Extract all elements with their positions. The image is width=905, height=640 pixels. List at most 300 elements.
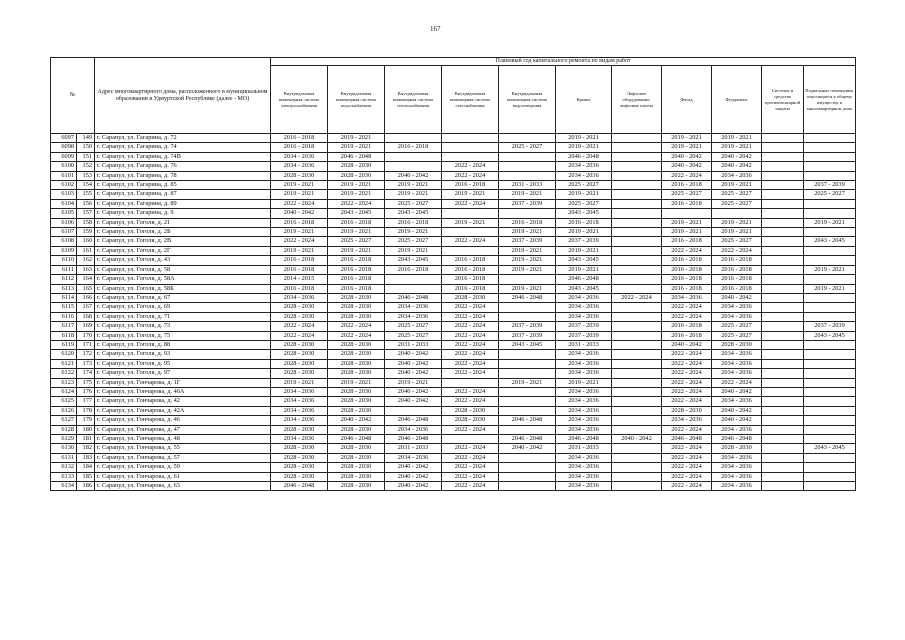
row-address: г. Сарапул, ул. Гоголя, д. 58Б: [95, 284, 271, 293]
row-plan-year: 2037 - 2039: [499, 199, 556, 208]
row-plan-year: 2016 - 2018: [662, 199, 712, 208]
row-plan-year: 2043 - 2045: [328, 209, 385, 218]
row-plan-year: 2037 - 2039: [499, 331, 556, 340]
row-plan-year: [762, 453, 804, 462]
row-plan-year: 2016 - 2018: [662, 284, 712, 293]
row-address: г. Сарапул, ул. Гоголя, д. 71: [95, 312, 271, 321]
row-plan-year: 2025 - 2027: [662, 190, 712, 199]
row-global-number: 6116: [51, 312, 77, 321]
row-plan-year: 2022 - 2024: [442, 350, 499, 359]
row-plan-year: 2028 - 2030: [328, 303, 385, 312]
row-plan-year: [804, 406, 856, 415]
row-address: г. Сарапул, ул. Гагарина, д. 72: [95, 134, 271, 143]
row-plan-year: 2025 - 2027: [328, 237, 385, 246]
row-local-number: 181: [77, 435, 95, 444]
row-local-number: 170: [77, 331, 95, 340]
row-plan-year: 2028 - 2030: [328, 293, 385, 302]
row-plan-year: 2019 - 2021: [328, 134, 385, 143]
row-plan-year: [612, 181, 662, 190]
table-row: [51, 416, 856, 425]
row-plan-year: 2028 - 2030: [271, 369, 328, 378]
row-plan-year: 2019 - 2021: [442, 190, 499, 199]
row-plan-year: 2034 - 2036: [556, 350, 612, 359]
row-plan-year: [804, 312, 856, 321]
row-plan-year: 2022 - 2024: [442, 303, 499, 312]
row-plan-year: 2043 - 2045: [556, 256, 612, 265]
row-local-number: 169: [77, 322, 95, 331]
table-row: [51, 322, 856, 331]
row-plan-year: 2019 - 2021: [556, 378, 612, 387]
row-plan-year: 2028 - 2030: [328, 162, 385, 171]
row-plan-year: 2040 - 2042: [712, 387, 762, 396]
row-address: г. Сарапул, ул. Гончарова, д. 1Г: [95, 378, 271, 387]
row-plan-year: [762, 444, 804, 453]
row-plan-year: 2034 - 2036: [556, 369, 612, 378]
row-plan-year: 2022 - 2024: [442, 171, 499, 180]
table-row: [51, 246, 856, 255]
row-plan-year: [804, 246, 856, 255]
row-local-number: 149: [77, 134, 95, 143]
row-address: г. Сарапул, ул. Гончарова, д. 46: [95, 416, 271, 425]
table-row: [51, 463, 856, 472]
row-plan-year: 2028 - 2030: [442, 416, 499, 425]
row-plan-year: 2028 - 2030: [712, 340, 762, 349]
row-address: г. Сарапул, ул. Гончарова, д. 57: [95, 453, 271, 462]
table-row: [51, 331, 856, 340]
row-address: г. Сарапул, ул. Гончарова, д. 48: [95, 435, 271, 444]
row-plan-year: [385, 134, 442, 143]
row-address: г. Сарапул, ул. Гагарина, д. 74: [95, 143, 271, 152]
row-plan-year: [499, 312, 556, 321]
row-plan-year: 2019 - 2021: [556, 265, 612, 274]
row-plan-year: 2022 - 2024: [662, 463, 712, 472]
row-address: г. Сарапул, ул. Гагарина, д. 89: [95, 199, 271, 208]
row-local-number: 152: [77, 162, 95, 171]
row-plan-year: 2019 - 2021: [385, 190, 442, 199]
row-plan-year: 2019 - 2021: [556, 134, 612, 143]
row-plan-year: [499, 134, 556, 143]
row-address: г. Сарапул, ул. Гончарова, д. 40А: [95, 387, 271, 396]
row-plan-year: 2022 - 2024: [271, 199, 328, 208]
row-plan-year: 2046 - 2048: [499, 435, 556, 444]
row-plan-year: 2034 - 2036: [556, 293, 612, 302]
row-plan-year: 2025 - 2027: [712, 322, 762, 331]
row-local-number: 155: [77, 190, 95, 199]
row-plan-year: 2022 - 2024: [662, 171, 712, 180]
row-global-number: 6126: [51, 406, 77, 415]
row-plan-year: 2022 - 2024: [712, 378, 762, 387]
table-row: [51, 397, 856, 406]
row-plan-year: [612, 416, 662, 425]
row-plan-year: [385, 406, 442, 415]
table-row: [51, 143, 856, 152]
row-plan-year: 2031 - 2033: [385, 444, 442, 453]
row-plan-year: 2028 - 2030: [328, 425, 385, 434]
row-plan-year: [804, 387, 856, 396]
row-global-number: 6108: [51, 237, 77, 246]
row-plan-year: [385, 284, 442, 293]
row-global-number: 6120: [51, 350, 77, 359]
row-plan-year: 2022 - 2024: [662, 359, 712, 368]
row-local-number: 171: [77, 340, 95, 349]
table-row: [51, 256, 856, 265]
row-global-number: 6125: [51, 397, 77, 406]
row-plan-year: [499, 482, 556, 491]
table-row: [51, 340, 856, 349]
row-plan-year: 2016 - 2018: [662, 265, 712, 274]
row-plan-year: [612, 482, 662, 491]
row-plan-year: 2034 - 2036: [385, 303, 442, 312]
row-plan-year: 2040 - 2042: [385, 350, 442, 359]
row-plan-year: 2019 - 2021: [712, 218, 762, 227]
row-plan-year: 2019 - 2021: [712, 181, 762, 190]
header-work-type: Внутридомовая инженерная система газоснабжения: [442, 66, 499, 134]
row-plan-year: 2040 - 2042: [385, 472, 442, 481]
row-plan-year: 2034 - 2036: [271, 397, 328, 406]
row-plan-year: 2019 - 2021: [385, 228, 442, 237]
row-plan-year: 2046 - 2048: [499, 293, 556, 302]
row-global-number: 6113: [51, 284, 77, 293]
row-plan-year: 2019 - 2021: [499, 284, 556, 293]
row-plan-year: 2022 - 2024: [442, 237, 499, 246]
row-plan-year: 2022 - 2024: [442, 397, 499, 406]
row-plan-year: [762, 209, 804, 218]
row-plan-year: 2022 - 2024: [662, 369, 712, 378]
row-plan-year: 2019 - 2021: [271, 228, 328, 237]
row-local-number: 184: [77, 463, 95, 472]
row-address: г. Сарапул, ул. Гагарина, д. 87: [95, 190, 271, 199]
row-plan-year: 2034 - 2036: [556, 397, 612, 406]
row-plan-year: [804, 340, 856, 349]
row-plan-year: 2034 - 2036: [271, 293, 328, 302]
row-plan-year: [499, 463, 556, 472]
row-plan-year: [804, 199, 856, 208]
row-plan-year: 2046 - 2048: [385, 435, 442, 444]
header-work-type: Крыша: [556, 66, 612, 134]
header-address: Адрес многоквартирного дома, расположенного в муниципальном образовании в Удмуртской Республике (далее - МО): [95, 58, 271, 134]
row-local-number: 185: [77, 472, 95, 481]
row-plan-year: [612, 387, 662, 396]
row-global-number: 6104: [51, 199, 77, 208]
row-plan-year: [762, 256, 804, 265]
row-plan-year: 2022 - 2024: [442, 444, 499, 453]
row-plan-year: [612, 246, 662, 255]
row-plan-year: 2022 - 2024: [662, 350, 712, 359]
header-work-type: Лифтовое оборудование, лифтовые шахты: [612, 66, 662, 134]
table-row: [51, 171, 856, 180]
row-global-number: 6102: [51, 181, 77, 190]
row-global-number: 6106: [51, 218, 77, 227]
row-plan-year: 2034 - 2036: [556, 303, 612, 312]
row-plan-year: 2019 - 2021: [712, 134, 762, 143]
table-row: [51, 293, 856, 302]
row-plan-year: 2022 - 2024: [662, 472, 712, 481]
row-plan-year: 2019 - 2021: [328, 228, 385, 237]
row-plan-year: 2016 - 2018: [328, 256, 385, 265]
row-plan-year: 2016 - 2018: [328, 284, 385, 293]
row-plan-year: 2019 - 2021: [328, 190, 385, 199]
row-plan-year: 2028 - 2030: [271, 340, 328, 349]
table-row: [51, 265, 856, 274]
row-global-number: 6101: [51, 171, 77, 180]
row-plan-year: 2022 - 2024: [442, 162, 499, 171]
row-plan-year: [612, 463, 662, 472]
table-row: [51, 134, 856, 143]
row-plan-year: 2016 - 2018: [271, 143, 328, 152]
row-plan-year: 2028 - 2030: [442, 293, 499, 302]
table-row: [51, 228, 856, 237]
row-plan-year: 2046 - 2048: [712, 435, 762, 444]
row-plan-year: 2022 - 2024: [662, 482, 712, 491]
row-plan-year: [804, 228, 856, 237]
row-plan-year: 2040 - 2042: [662, 162, 712, 171]
row-plan-year: 2028 - 2030: [271, 350, 328, 359]
row-plan-year: 2019 - 2021: [662, 143, 712, 152]
row-plan-year: 2016 - 2018: [712, 265, 762, 274]
row-plan-year: [804, 134, 856, 143]
row-plan-year: 2034 - 2036: [556, 387, 612, 396]
row-plan-year: 2022 - 2024: [612, 293, 662, 302]
row-plan-year: 2046 - 2048: [556, 275, 612, 284]
row-plan-year: [762, 143, 804, 152]
row-plan-year: 2022 - 2024: [442, 359, 499, 368]
row-local-number: 162: [77, 256, 95, 265]
row-address: г. Сарапул, ул. Гоголя, д. 73: [95, 322, 271, 331]
row-plan-year: 2046 - 2048: [556, 435, 612, 444]
row-plan-year: [762, 331, 804, 340]
row-plan-year: 2019 - 2021: [662, 218, 712, 227]
row-plan-year: [762, 359, 804, 368]
row-plan-year: 2016 - 2018: [271, 134, 328, 143]
row-plan-year: [762, 181, 804, 190]
page-number: 167: [430, 25, 441, 33]
row-plan-year: [612, 256, 662, 265]
row-plan-year: 2028 - 2030: [328, 387, 385, 396]
table-row: [51, 312, 856, 321]
header-work-type: Подвальные помещения, относящиеся к общему имуществу в многоквартирном доме: [804, 66, 856, 134]
header-plan-title: Плановый год капитального ремонта по видам работ: [271, 58, 856, 66]
row-plan-year: 2022 - 2024: [442, 463, 499, 472]
row-local-number: 172: [77, 350, 95, 359]
row-plan-year: 2034 - 2036: [271, 162, 328, 171]
row-plan-year: 2028 - 2030: [328, 340, 385, 349]
table-row: [51, 406, 856, 415]
row-address: г. Сарапул, ул. Гоголя, д. 58А: [95, 275, 271, 284]
row-plan-year: 2046 - 2048: [662, 435, 712, 444]
row-plan-year: 2028 - 2030: [328, 472, 385, 481]
row-plan-year: 2034 - 2036: [712, 472, 762, 481]
row-plan-year: 2019 - 2021: [442, 218, 499, 227]
row-global-number: 6122: [51, 369, 77, 378]
row-plan-year: [612, 209, 662, 218]
row-plan-year: [762, 134, 804, 143]
table-row: [51, 218, 856, 227]
row-plan-year: [662, 209, 712, 218]
row-global-number: 6121: [51, 359, 77, 368]
row-local-number: 158: [77, 218, 95, 227]
row-plan-year: 2043 - 2045: [499, 340, 556, 349]
row-plan-year: 2046 - 2048: [328, 152, 385, 161]
row-plan-year: [612, 350, 662, 359]
row-plan-year: 2019 - 2021: [271, 378, 328, 387]
row-plan-year: 2022 - 2024: [442, 199, 499, 208]
row-plan-year: 2037 - 2039: [556, 322, 612, 331]
row-plan-year: 2040 - 2042: [385, 463, 442, 472]
row-plan-year: 2028 - 2030: [328, 359, 385, 368]
row-plan-year: 2034 - 2036: [662, 293, 712, 302]
row-plan-year: [762, 275, 804, 284]
table-row: [51, 162, 856, 171]
row-plan-year: 2028 - 2030: [662, 406, 712, 415]
row-plan-year: 2019 - 2021: [556, 228, 612, 237]
row-plan-year: 2025 - 2027: [712, 237, 762, 246]
row-plan-year: 2016 - 2018: [442, 181, 499, 190]
row-plan-year: [385, 152, 442, 161]
row-plan-year: 2022 - 2024: [442, 472, 499, 481]
row-address: г. Сарапул, ул. Гагарина, д. 85: [95, 181, 271, 190]
row-plan-year: 2043 - 2045: [556, 209, 612, 218]
row-plan-year: 2034 - 2036: [712, 171, 762, 180]
row-global-number: 6107: [51, 228, 77, 237]
row-plan-year: [762, 246, 804, 255]
row-plan-year: 2019 - 2021: [328, 181, 385, 190]
row-plan-year: 2019 - 2021: [499, 228, 556, 237]
row-plan-year: [762, 340, 804, 349]
row-plan-year: 2040 - 2042: [712, 162, 762, 171]
row-plan-year: 2037 - 2039: [499, 322, 556, 331]
row-plan-year: [612, 199, 662, 208]
row-plan-year: 2022 - 2024: [328, 331, 385, 340]
row-plan-year: 2028 - 2030: [271, 425, 328, 434]
row-global-number: 6105: [51, 209, 77, 218]
row-global-number: 6133: [51, 472, 77, 481]
row-plan-year: 2019 - 2021: [662, 228, 712, 237]
row-local-number: 175: [77, 378, 95, 387]
row-local-number: 154: [77, 181, 95, 190]
row-plan-year: [762, 322, 804, 331]
table-row: [51, 472, 856, 481]
row-plan-year: 2043 - 2045: [385, 209, 442, 218]
row-plan-year: 2034 - 2036: [662, 416, 712, 425]
table-row: [51, 275, 856, 284]
row-plan-year: 2022 - 2024: [662, 453, 712, 462]
row-plan-year: 2022 - 2024: [442, 453, 499, 462]
row-plan-year: [804, 397, 856, 406]
row-plan-year: 2034 - 2036: [385, 453, 442, 462]
row-plan-year: 2019 - 2021: [712, 228, 762, 237]
row-plan-year: 2028 - 2030: [328, 171, 385, 180]
table-row: [51, 359, 856, 368]
row-plan-year: [762, 284, 804, 293]
row-plan-year: 2028 - 2030: [271, 472, 328, 481]
row-plan-year: [762, 303, 804, 312]
row-plan-year: 2025 - 2027: [804, 190, 856, 199]
row-plan-year: [442, 435, 499, 444]
row-plan-year: 2022 - 2024: [442, 482, 499, 491]
row-plan-year: 2031 - 2033: [385, 340, 442, 349]
header-number: №: [51, 58, 95, 134]
row-address: г. Сарапул, ул. Гоголя, д. 2Г: [95, 246, 271, 255]
repair-plan-table: [50, 57, 856, 491]
row-plan-year: 2016 - 2018: [385, 265, 442, 274]
header-work-type: Системы и средства противопожарной защиты: [762, 66, 804, 134]
row-address: г. Сарапул, ул. Гоголя, д. 88: [95, 340, 271, 349]
row-global-number: 6132: [51, 463, 77, 472]
row-global-number: 6103: [51, 190, 77, 199]
row-address: г. Сарапул, ул. Гончарова, д. 42: [95, 397, 271, 406]
row-plan-year: 2034 - 2036: [271, 387, 328, 396]
row-local-number: 164: [77, 275, 95, 284]
row-address: г. Сарапул, ул. Гоголя, д. 93: [95, 350, 271, 359]
row-plan-year: [612, 218, 662, 227]
row-global-number: 6098: [51, 143, 77, 152]
table-row: [51, 237, 856, 246]
row-plan-year: 2022 - 2024: [442, 425, 499, 434]
row-plan-year: 2022 - 2024: [662, 397, 712, 406]
row-local-number: 179: [77, 416, 95, 425]
row-address: г. Сарапул, ул. Гоголя, д. 2В: [95, 237, 271, 246]
row-plan-year: 2022 - 2024: [328, 199, 385, 208]
row-plan-year: 2028 - 2030: [328, 453, 385, 462]
row-plan-year: 2016 - 2018: [712, 256, 762, 265]
row-plan-year: [762, 171, 804, 180]
row-plan-year: [499, 350, 556, 359]
row-local-number: 166: [77, 293, 95, 302]
row-plan-year: 2043 - 2045: [385, 256, 442, 265]
row-plan-year: [762, 350, 804, 359]
row-plan-year: [804, 369, 856, 378]
row-plan-year: [499, 152, 556, 161]
row-plan-year: 2019 - 2021: [271, 181, 328, 190]
row-plan-year: 2022 - 2024: [328, 322, 385, 331]
row-plan-year: 2043 - 2045: [804, 331, 856, 340]
row-local-number: 178: [77, 406, 95, 415]
row-plan-year: 2034 - 2036: [556, 463, 612, 472]
row-plan-year: 2034 - 2036: [556, 416, 612, 425]
row-plan-year: [804, 463, 856, 472]
row-plan-year: [762, 265, 804, 274]
table-row: [51, 303, 856, 312]
row-plan-year: [499, 425, 556, 434]
row-plan-year: 2019 - 2021: [271, 190, 328, 199]
row-plan-year: [499, 472, 556, 481]
row-plan-year: 2034 - 2036: [712, 369, 762, 378]
row-address: г. Сарапул, ул. Гагарина, д. 76: [95, 162, 271, 171]
row-global-number: 6110: [51, 256, 77, 265]
row-plan-year: 2037 - 2039: [804, 181, 856, 190]
row-local-number: 180: [77, 425, 95, 434]
row-plan-year: [762, 312, 804, 321]
row-global-number: 6124: [51, 387, 77, 396]
row-plan-year: 2019 - 2021: [804, 265, 856, 274]
row-global-number: 6115: [51, 303, 77, 312]
row-plan-year: 2037 - 2039: [499, 237, 556, 246]
row-plan-year: 2034 - 2036: [556, 162, 612, 171]
row-plan-year: 2046 - 2048: [499, 416, 556, 425]
row-plan-year: [762, 387, 804, 396]
table-row: [51, 181, 856, 190]
row-plan-year: 2046 - 2048: [271, 482, 328, 491]
row-plan-year: 2040 - 2042: [662, 152, 712, 161]
row-plan-year: 2022 - 2024: [662, 425, 712, 434]
row-plan-year: [612, 190, 662, 199]
row-plan-year: 2034 - 2036: [556, 453, 612, 462]
row-plan-year: 2022 - 2024: [662, 387, 712, 396]
row-plan-year: 2019 - 2021: [804, 218, 856, 227]
row-plan-year: 2028 - 2030: [271, 303, 328, 312]
row-plan-year: 2031 - 2033: [556, 444, 612, 453]
row-plan-year: 2028 - 2030: [328, 463, 385, 472]
